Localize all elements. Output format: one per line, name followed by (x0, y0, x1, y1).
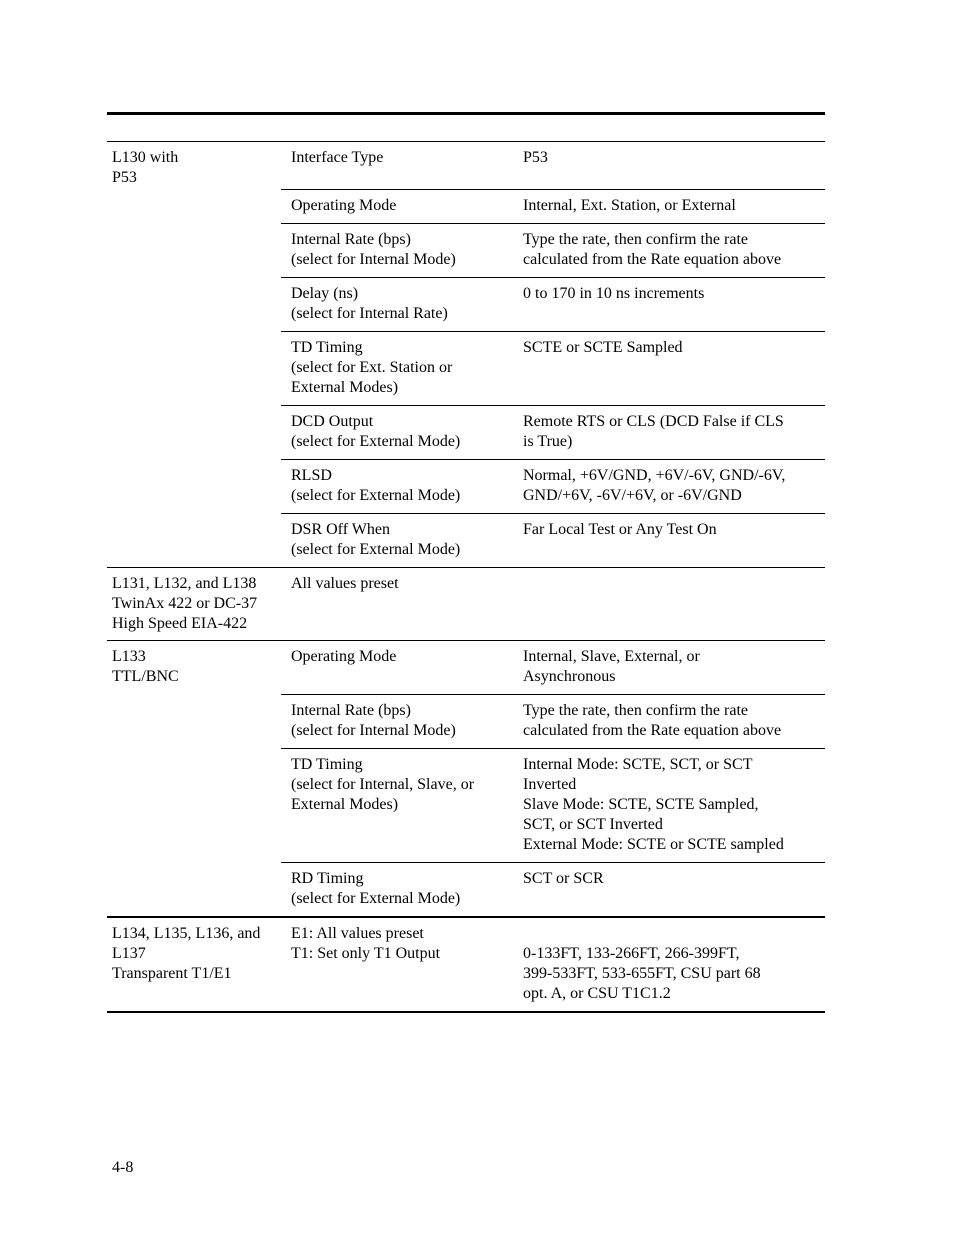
parameter-cell (281, 332, 517, 405)
parameter-line: RLSD (291, 467, 332, 484)
value-line: External Mode: SCTE or SCTE sampled (523, 836, 784, 853)
parameter-line: DCD Output (291, 413, 374, 430)
table-group (107, 918, 825, 1013)
parameter-line: (select for Internal Mode) (291, 722, 456, 739)
table-row (281, 568, 825, 601)
model-label-line: Transparent T1/E1 (112, 965, 232, 982)
value-cell (517, 568, 825, 601)
settings-table (107, 141, 825, 1013)
model-label-line: L134, L135, L136, and (112, 925, 261, 942)
parameter-cell (281, 918, 517, 1011)
value-line: P53 (523, 149, 548, 166)
value-line: calculated from the Rate equation above (523, 251, 782, 268)
value-line: 0 to 170 in 10 ns increments (523, 285, 705, 302)
value-cell (517, 460, 825, 513)
parameter-line: TD Timing (291, 339, 363, 356)
parameter-line: Delay (ns) (291, 285, 359, 302)
value-line: 0-133FT, 133-266FT, 266-399FT, (523, 945, 740, 962)
value-line: opt. A, or CSU T1C1.2 (523, 985, 671, 1002)
table-row (281, 189, 825, 223)
model-label-cell (107, 918, 281, 1011)
parameter-cell (281, 863, 517, 916)
value-cell (517, 918, 825, 1011)
value-line: Slave Mode: SCTE, SCTE Sampled, (523, 796, 759, 813)
parameter-line: T1: Set only T1 Output (291, 945, 441, 962)
value-line: Type the rate, then confirm the rate (523, 702, 748, 719)
parameter-line: External Modes) (291, 379, 399, 396)
value-line: SCTE or SCTE Sampled (523, 339, 683, 356)
header-rule (107, 112, 825, 115)
model-label-cell (107, 568, 281, 640)
value-cell (517, 514, 825, 567)
value-cell (517, 406, 825, 459)
value-cell (517, 278, 825, 331)
table-row (281, 223, 825, 277)
parameter-line: (select for Ext. Station or (291, 359, 453, 376)
model-label-cell (107, 641, 281, 916)
value-cell (517, 142, 825, 189)
parameter-line: (select for External Mode) (291, 487, 461, 504)
parameter-cell (281, 641, 517, 694)
parameter-cell (281, 142, 517, 189)
table-row (281, 405, 825, 459)
value-cell (517, 641, 825, 694)
value-line: GND/+6V, -6V/+6V, or -6V/GND (523, 487, 742, 504)
value-line (523, 924, 815, 944)
value-cell (517, 224, 825, 277)
value-line: SCT, or SCT Inverted (523, 816, 663, 833)
value-cell (517, 190, 825, 223)
value-cell (517, 863, 825, 916)
table-group (107, 568, 825, 641)
table-row (281, 142, 825, 189)
model-label-line: TTL/BNC (112, 668, 179, 685)
model-label-line: L137 (112, 945, 146, 962)
table-row (281, 513, 825, 567)
value-line: 399-533FT, 533-655FT, CSU part 68 (523, 965, 761, 982)
table-row (281, 694, 825, 748)
parameter-line: E1: All values preset (291, 925, 424, 942)
value-line: Type the rate, then confirm the rate (523, 231, 748, 248)
parameter-line: External Modes) (291, 796, 399, 813)
parameter-cell (281, 406, 517, 459)
table-row (281, 459, 825, 513)
value-line: is True) (523, 433, 573, 450)
value-cell (517, 695, 825, 748)
parameter-line: (select for Internal Rate) (291, 305, 448, 322)
value-line: Asynchronous (523, 668, 616, 685)
parameter-cell (281, 749, 517, 862)
table-row (281, 331, 825, 405)
value-line: calculated from the Rate equation above (523, 722, 782, 739)
table-row (281, 277, 825, 331)
value-line: Normal, +6V/GND, +6V/-6V, GND/-6V, (523, 467, 786, 484)
model-label-line: P53 (112, 169, 137, 186)
parameter-line: (select for External Mode) (291, 433, 461, 450)
value-line: Internal, Slave, External, or (523, 648, 700, 665)
model-label-line: TwinAx 422 or DC-37 (112, 595, 258, 612)
value-line: Inverted (523, 776, 577, 793)
parameter-line: (select for Internal, Slave, or (291, 776, 475, 793)
table-row (281, 918, 825, 1011)
value-line: Far Local Test or Any Test On (523, 521, 717, 538)
page-number: 4-8 (112, 1159, 134, 1176)
model-label-line: High Speed EIA-422 (112, 615, 248, 632)
parameter-line: All values preset (291, 575, 399, 592)
parameter-line: Internal Rate (bps) (291, 702, 411, 719)
parameter-cell (281, 514, 517, 567)
value-line: Internal, Ext. Station, or External (523, 197, 736, 214)
table-group (107, 142, 825, 568)
parameter-cell (281, 695, 517, 748)
parameter-cell (281, 568, 517, 601)
parameter-line: TD Timing (291, 756, 363, 773)
parameter-cell (281, 278, 517, 331)
value-line: Remote RTS or CLS (DCD False if CLS (523, 413, 784, 430)
value-cell (517, 749, 825, 862)
parameter-line: RD Timing (291, 870, 364, 887)
model-label-line: L133 (112, 648, 146, 665)
parameter-line: Operating Mode (291, 197, 397, 214)
value-cell (517, 332, 825, 405)
parameter-line: (select for External Mode) (291, 541, 461, 558)
value-line: Internal Mode: SCTE, SCT, or SCT (523, 756, 753, 773)
parameter-line: (select for External Mode) (291, 890, 461, 907)
value-line: SCT or SCR (523, 870, 604, 887)
parameter-cell (281, 190, 517, 223)
model-label-cell (107, 142, 281, 567)
table-group (107, 641, 825, 918)
table-row (281, 748, 825, 862)
parameter-line: (select for Internal Mode) (291, 251, 456, 268)
model-label-line: L131, L132, and L138 (112, 575, 257, 592)
table-row (281, 862, 825, 916)
parameter-line: Interface Type (291, 149, 384, 166)
parameter-cell (281, 460, 517, 513)
model-label-line: L130 with (112, 149, 179, 166)
table-row (281, 641, 825, 694)
parameter-line: Internal Rate (bps) (291, 231, 411, 248)
parameter-cell (281, 224, 517, 277)
parameter-line: Operating Mode (291, 648, 397, 665)
parameter-line: DSR Off When (291, 521, 390, 538)
